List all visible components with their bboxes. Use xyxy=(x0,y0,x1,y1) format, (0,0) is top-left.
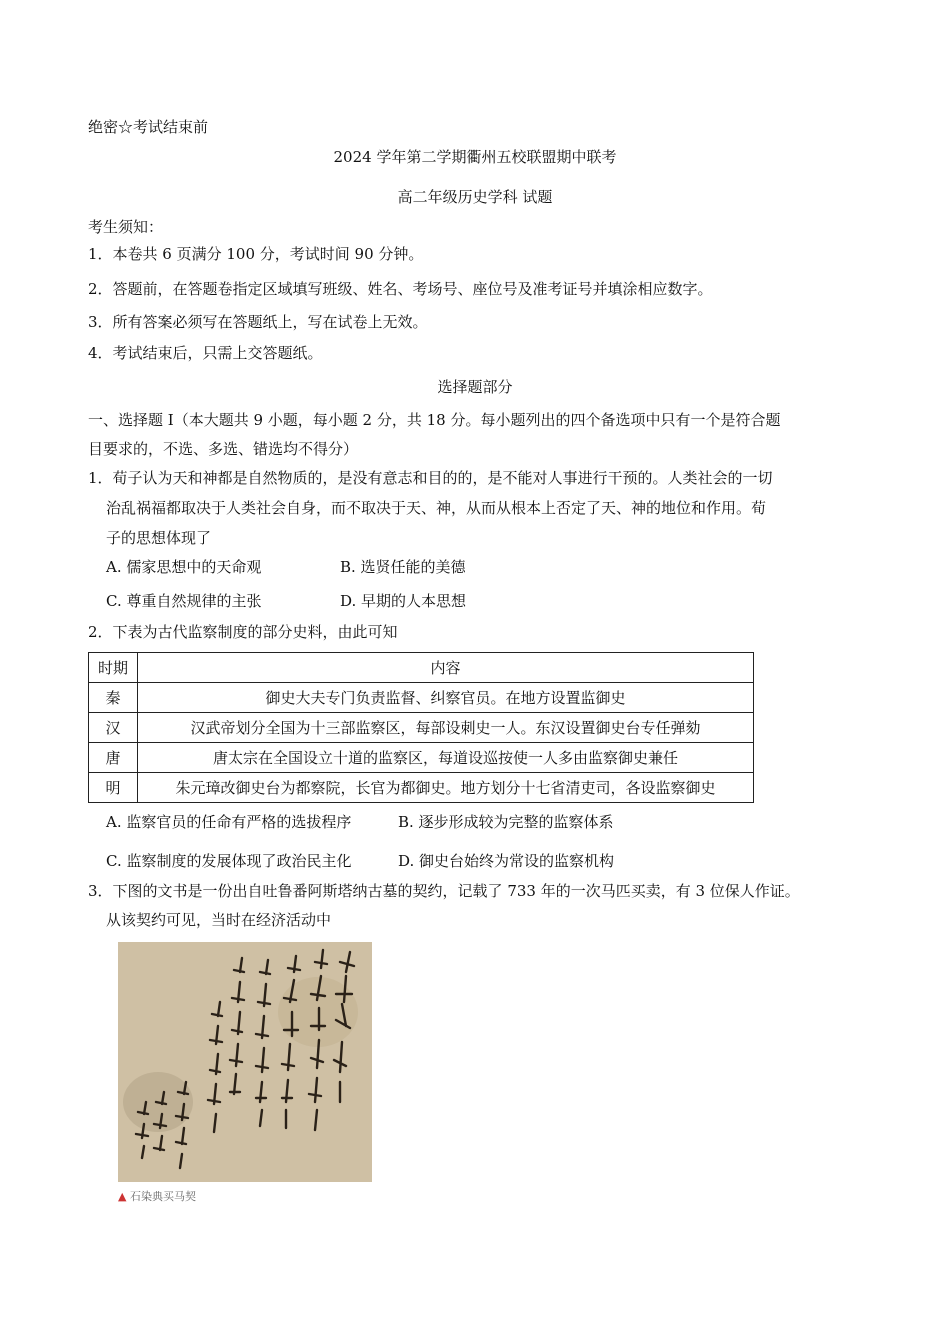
section-title: 选择题部分 xyxy=(437,378,513,396)
notice-heading: 考生须知： xyxy=(88,218,164,236)
table-row xyxy=(89,773,754,803)
q2-option-c: C. 监察制度的发展体现了政治民主化 xyxy=(106,852,352,870)
section-intro: 目要求的，不选、多选、错选均不得分） xyxy=(88,440,359,458)
q3-stem: 3．下图的文书是一份出自吐鲁番阿斯塔纳古墓的契约，记载了 733 年的一次马匹买卖，有 3 位保人作证。 xyxy=(88,882,800,900)
q2-stem: 2．下表为古代监察制度的部分史料，由此可知 xyxy=(88,623,398,641)
table-row xyxy=(89,713,754,743)
table-cell: 汉武帝划分全国为十三部监察区，每部设刺史一人。东汉设置御史台专任弹劾 xyxy=(138,713,754,743)
table-header: 时期 xyxy=(89,653,138,683)
q3-stem: 从该契约可见，当时在经济活动中 xyxy=(106,911,332,929)
table-row xyxy=(89,743,754,773)
image-caption xyxy=(118,1188,196,1204)
table-cell: 御史大夫专门负责监督、纠察官员。在地方设置监御史 xyxy=(138,683,754,713)
table-header-row xyxy=(89,653,754,683)
q1-stem: 子的思想体现了 xyxy=(106,529,212,547)
q1-stem: 治乱祸福都取决于人类社会自身，而不取决于天、神，从而从根本上否定了天、神的地位和作用。荀 xyxy=(106,499,767,517)
q1-stem: 1．荀子认为天和神都是自然物质的，是没有意志和目的的，是不能对人事进行干预的。人类社会的一切 xyxy=(88,469,773,487)
table-cell: 明 xyxy=(89,773,138,803)
contract-document-image xyxy=(118,942,372,1182)
handwriting-strokes xyxy=(118,942,372,1182)
q1-option-c: C. 尊重自然规律的主张 xyxy=(106,592,262,610)
q1-option-d: D. 早期的人本思想 xyxy=(340,592,467,610)
table-cell: 秦 xyxy=(89,683,138,713)
table-row xyxy=(89,683,754,713)
q2-option-b: B. 逐步形成较为完整的监察体系 xyxy=(398,813,614,831)
q2-option-a: A. 监察官员的任命有严格的选拔程序 xyxy=(106,813,352,831)
notice-item: 1．本卷共 6 页满分 100 分，考试时间 90 分钟。 xyxy=(88,245,424,263)
table-cell: 唐 xyxy=(89,743,138,773)
section-intro: 一、选择题 I（本大题共 9 小题，每小题 2 分，共 18 分。每小题列出的四个备选项中只有一个是符合题 xyxy=(88,411,781,429)
table-cell: 唐太宗在全国设立十道的监察区，每道设巡按使一人多由监察御史兼任 xyxy=(138,743,754,773)
supervision-table xyxy=(88,652,754,803)
q2-option-d: D. 御史台始终为常设的监察机构 xyxy=(398,852,615,870)
notice-item: 2．答题前，在答题卷指定区域填写班级、姓名、考场号、座位号及准考证号并填涂相应数字。 xyxy=(88,280,713,298)
exam-title: 2024 学年第二学期衢州五校联盟期中联考 xyxy=(333,148,617,166)
table-cell: 朱元璋改御史台为都察院，长官为都御史。地方划分十七省清吏司，各设监察御史 xyxy=(138,773,754,803)
table-cell: 汉 xyxy=(89,713,138,743)
notice-item: 3．所有答案必须写在答题纸上，写在试卷上无效。 xyxy=(88,313,428,331)
secret-mark: 绝密☆考试结束前 xyxy=(88,118,209,136)
q1-option-a: A. 儒家思想中的天命观 xyxy=(106,558,262,576)
table-header: 内容 xyxy=(138,653,754,683)
notice-item: 4．考试结束后，只需上交答题纸。 xyxy=(88,344,323,362)
exam-subtitle: 高二年级历史学科 试题 xyxy=(397,188,553,206)
caption-text: 石染典买马契 xyxy=(129,1190,196,1203)
caption-bullet-icon: ▲ xyxy=(118,1190,127,1203)
q1-option-b: B. 选贤任能的美德 xyxy=(340,558,466,576)
